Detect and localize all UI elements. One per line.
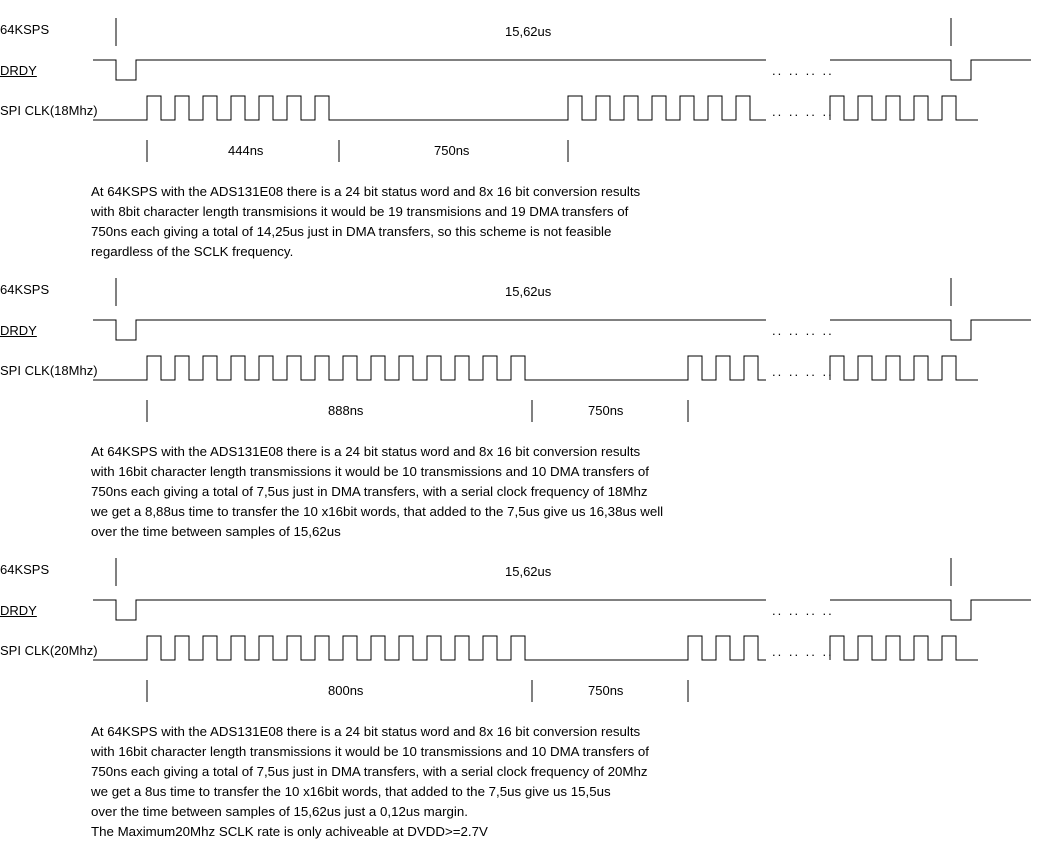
interval-label-2b: 750ns bbox=[588, 403, 624, 418]
spi-clk-waveform-1a bbox=[93, 96, 343, 120]
drdy-waveform-3 bbox=[93, 600, 766, 620]
clk-ellipsis-3: .. .. .. .. bbox=[772, 644, 834, 659]
note-line: over the time between samples of 15,62us bbox=[91, 524, 341, 539]
note-line: with 8bit character length transmisions it would be 19 transmisions and 19 DMA transfers of bbox=[91, 204, 629, 219]
drdy-label-3: DRDY bbox=[0, 603, 37, 618]
note-line: we get a 8,88us time to transfer the 10 x16bit words, that added to the 7,5us give us 16,38us well bbox=[91, 504, 664, 519]
interval-label-3b: 750ns bbox=[588, 683, 624, 698]
period-label-1: 15,62us bbox=[505, 24, 552, 39]
timing-section-2 bbox=[0, 280, 1059, 555]
spi-clk-waveform-3c bbox=[830, 636, 978, 660]
spi-clk-waveform-2a bbox=[93, 356, 532, 380]
note-block-2 bbox=[91, 442, 663, 542]
spi-clk-waveform-3a bbox=[93, 636, 532, 660]
period-label-3: 15,62us bbox=[505, 564, 552, 579]
spi-clk-label-3: SPI CLK(20Mhz) bbox=[0, 643, 98, 658]
drdy-waveform-1b bbox=[830, 60, 1031, 80]
interval-label-1b: 750ns bbox=[434, 143, 470, 158]
drdy-waveform-1 bbox=[93, 60, 766, 80]
timing-section-1 bbox=[0, 0, 1059, 275]
drdy-label-2: DRDY bbox=[0, 323, 37, 338]
clk-ellipsis-1: .. .. .. .. bbox=[772, 104, 834, 119]
drdy-label-1: DRDY bbox=[0, 63, 37, 78]
note-line: At 64KSPS with the ADS131E08 there is a 24 bit status word and 8x 16 bit conversion results bbox=[91, 724, 641, 739]
note-line: 750ns each giving a total of 14,25us just in DMA transfers, so this scheme is not feasible bbox=[91, 224, 612, 239]
clk-ellipsis-2: .. .. .. .. bbox=[772, 364, 834, 379]
note-line: At 64KSPS with the ADS131E08 there is a 24 bit status word and 8x 16 bit conversion results bbox=[91, 444, 641, 459]
drdy-ellipsis-3: .. .. .. .. bbox=[772, 603, 834, 618]
note-line: we get a 8us time to transfer the 10 x16bit words, that added to the 7,5us give us 15,5us bbox=[91, 784, 611, 799]
note-line: 750ns each giving a total of 7,5us just in DMA transfers, with a serial clock frequency of 20Mhz bbox=[91, 764, 648, 779]
note-line: with 16bit character length transmissions it would be 10 transmissions and 10 DMA transfers of bbox=[91, 464, 649, 479]
period-label-2: 15,62us bbox=[505, 284, 552, 299]
interval-label-1a: 444ns bbox=[228, 143, 264, 158]
spi-clk-waveform-2c bbox=[830, 356, 978, 380]
sample-rate-label-2: 64KSPS bbox=[0, 282, 50, 297]
drdy-ellipsis-2: .. .. .. .. bbox=[772, 323, 834, 338]
note-block-1 bbox=[91, 182, 640, 262]
drdy-waveform-3b bbox=[830, 600, 1031, 620]
note-line: The Maximum20Mhz SCLK rate is only achiveable at DVDD>=2.7V bbox=[91, 824, 488, 839]
spi-clk-label-2: SPI CLK(18Mhz) bbox=[0, 363, 98, 378]
note-line: At 64KSPS with the ADS131E08 there is a 24 bit status word and 8x 16 bit conversion results bbox=[91, 184, 641, 199]
interval-label-3a: 800ns bbox=[328, 683, 364, 698]
note-line: regardless of the SCLK frequency. bbox=[91, 244, 294, 259]
note-line: 750ns each giving a total of 7,5us just in DMA transfers, with a serial clock frequency of 18Mhz bbox=[91, 484, 648, 499]
drdy-ellipsis-1: .. .. .. .. bbox=[772, 63, 834, 78]
interval-label-2a: 888ns bbox=[328, 403, 364, 418]
sample-rate-label-3: 64KSPS bbox=[0, 562, 50, 577]
drdy-waveform-2b bbox=[830, 320, 1031, 340]
spi-clk-waveform-2b bbox=[532, 356, 766, 380]
note-line: with 16bit character length transmissions it would be 10 transmissions and 10 DMA transfers of bbox=[91, 744, 649, 759]
spi-clk-waveform-1c bbox=[830, 96, 978, 120]
drdy-waveform-2 bbox=[93, 320, 766, 340]
timing-section-3 bbox=[0, 560, 1059, 841]
spi-clk-label-1: SPI CLK(18Mhz) bbox=[0, 103, 98, 118]
sample-rate-label-1: 64KSPS bbox=[0, 22, 50, 37]
note-line: over the time between samples of 15,62us just a 0,12us margin. bbox=[91, 804, 468, 819]
spi-clk-waveform-1b bbox=[343, 96, 766, 120]
spi-clk-waveform-3b bbox=[532, 636, 766, 660]
note-block-3 bbox=[91, 722, 649, 842]
